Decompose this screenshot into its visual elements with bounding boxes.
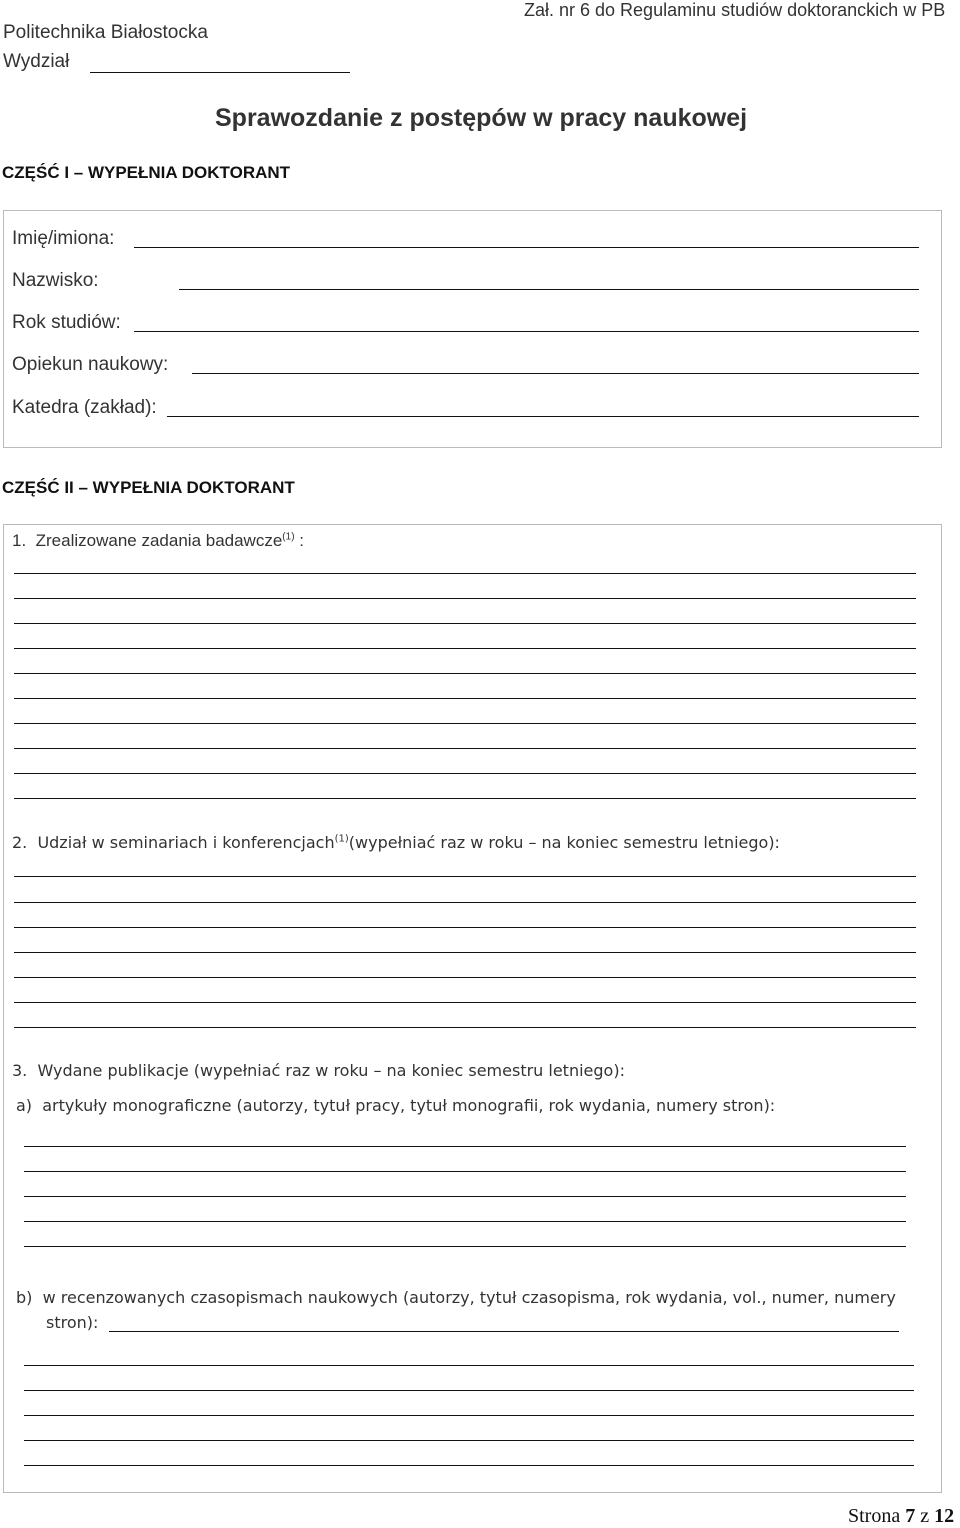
q1-answer-line[interactable] <box>14 773 916 774</box>
q1-answer-line[interactable] <box>14 748 916 749</box>
q3b-text-continuation: stron): <box>46 1313 99 1332</box>
study-year-field[interactable] <box>134 331 919 332</box>
q1-text: Zrealizowane zadania badawcze <box>35 531 283 550</box>
q3b-answer-line[interactable] <box>109 1331 899 1332</box>
first-name-field[interactable] <box>134 247 919 248</box>
q3a-text: artykuły monograficzne (autorzy, tytuł pracy, tytuł monografii, rok wydania, numery stron): <box>42 1096 776 1115</box>
attachment-note: Zał. nr 6 do Regulaminu studiów doktoranckich w PB <box>524 0 946 20</box>
first-name-label: Imię/imiona: <box>12 228 115 249</box>
q3a-answer-line[interactable] <box>24 1146 906 1147</box>
q2-answer-line[interactable] <box>14 1002 916 1003</box>
q2-answer-line[interactable] <box>14 952 916 953</box>
q3b-answer-line[interactable] <box>24 1390 914 1391</box>
q1-footnote-ref: (1) <box>282 531 295 543</box>
study-year-label: Rok studiów: <box>12 312 121 333</box>
q3b-answer-line[interactable] <box>24 1365 914 1366</box>
q3a-label: a) <box>16 1096 33 1115</box>
supervisor-field[interactable] <box>192 373 919 374</box>
q3-number: 3. <box>12 1061 28 1080</box>
q1-heading <box>12 531 304 551</box>
q2-text: Udział w seminariach i konferencjach <box>37 833 335 852</box>
q1-answer-line[interactable] <box>14 723 916 724</box>
q3a-answer-line[interactable] <box>24 1221 906 1222</box>
faculty-field-line[interactable] <box>90 72 350 73</box>
q3a-answer-line[interactable] <box>24 1246 906 1247</box>
department-label: Katedra (zakład): <box>12 397 157 418</box>
total-pages: 12 <box>934 1505 955 1527</box>
page-title: Sprawozdanie z postępów w pracy naukowej <box>215 104 748 132</box>
q3b-answer-line[interactable] <box>24 1415 914 1416</box>
q2-answer-line[interactable] <box>14 876 916 877</box>
q1-answer-line[interactable] <box>14 598 916 599</box>
q3-heading <box>12 1061 625 1080</box>
q3-text: Wydane publikacje (wypełniać raz w roku – na koniec semestru letniego): <box>37 1061 625 1080</box>
q3b-label: b) <box>16 1288 33 1307</box>
q2-heading <box>12 833 780 852</box>
q1-answer-line[interactable] <box>14 623 916 624</box>
q2-number: 2. <box>12 833 28 852</box>
supervisor-label: Opiekun naukowy: <box>12 354 169 375</box>
q3b-heading <box>16 1288 896 1307</box>
q3a-heading <box>16 1096 775 1115</box>
q2-footnote-ref: (1) <box>334 833 349 845</box>
q1-answer-line[interactable] <box>14 648 916 649</box>
q3a-answer-line[interactable] <box>24 1196 906 1197</box>
page-separator: z <box>920 1505 930 1527</box>
q1-answer-line[interactable] <box>14 673 916 674</box>
q1-answer-line[interactable] <box>14 798 916 799</box>
current-page: 7 <box>905 1505 916 1527</box>
part2-heading: CZĘŚĆ II – WYPEŁNIA DOKTORANT <box>2 478 295 497</box>
q1-answer-line[interactable] <box>14 573 916 574</box>
part1-heading: CZĘŚĆ I – WYPEŁNIA DOKTORANT <box>2 163 291 182</box>
q2-answer-line[interactable] <box>14 1027 916 1028</box>
q2-after: (wypełniać raz w roku – na koniec semestru letniego): <box>348 833 780 852</box>
q3b-text: w recenzowanych czasopismach naukowych (autorzy, tytuł czasopisma, rok wydania, vol., numer, numery <box>42 1288 896 1307</box>
page-prefix: Strona <box>848 1505 901 1527</box>
faculty-label: Wydział <box>3 51 70 72</box>
part2-box <box>3 524 942 1493</box>
last-name-label: Nazwisko: <box>12 270 99 291</box>
q1-number: 1. <box>12 531 27 550</box>
q3b-answer-line[interactable] <box>24 1440 914 1441</box>
q2-answer-line[interactable] <box>14 927 916 928</box>
q2-answer-line[interactable] <box>14 902 916 903</box>
department-field[interactable] <box>167 416 919 417</box>
q1-after: : <box>294 531 304 550</box>
university-name: Politechnika Białostocka <box>3 22 208 43</box>
q3b-answer-line[interactable] <box>24 1465 914 1466</box>
part1-box <box>3 210 942 448</box>
q1-answer-line[interactable] <box>14 698 916 699</box>
q2-answer-line[interactable] <box>14 977 916 978</box>
last-name-field[interactable] <box>179 289 919 290</box>
q3a-answer-line[interactable] <box>24 1171 906 1172</box>
